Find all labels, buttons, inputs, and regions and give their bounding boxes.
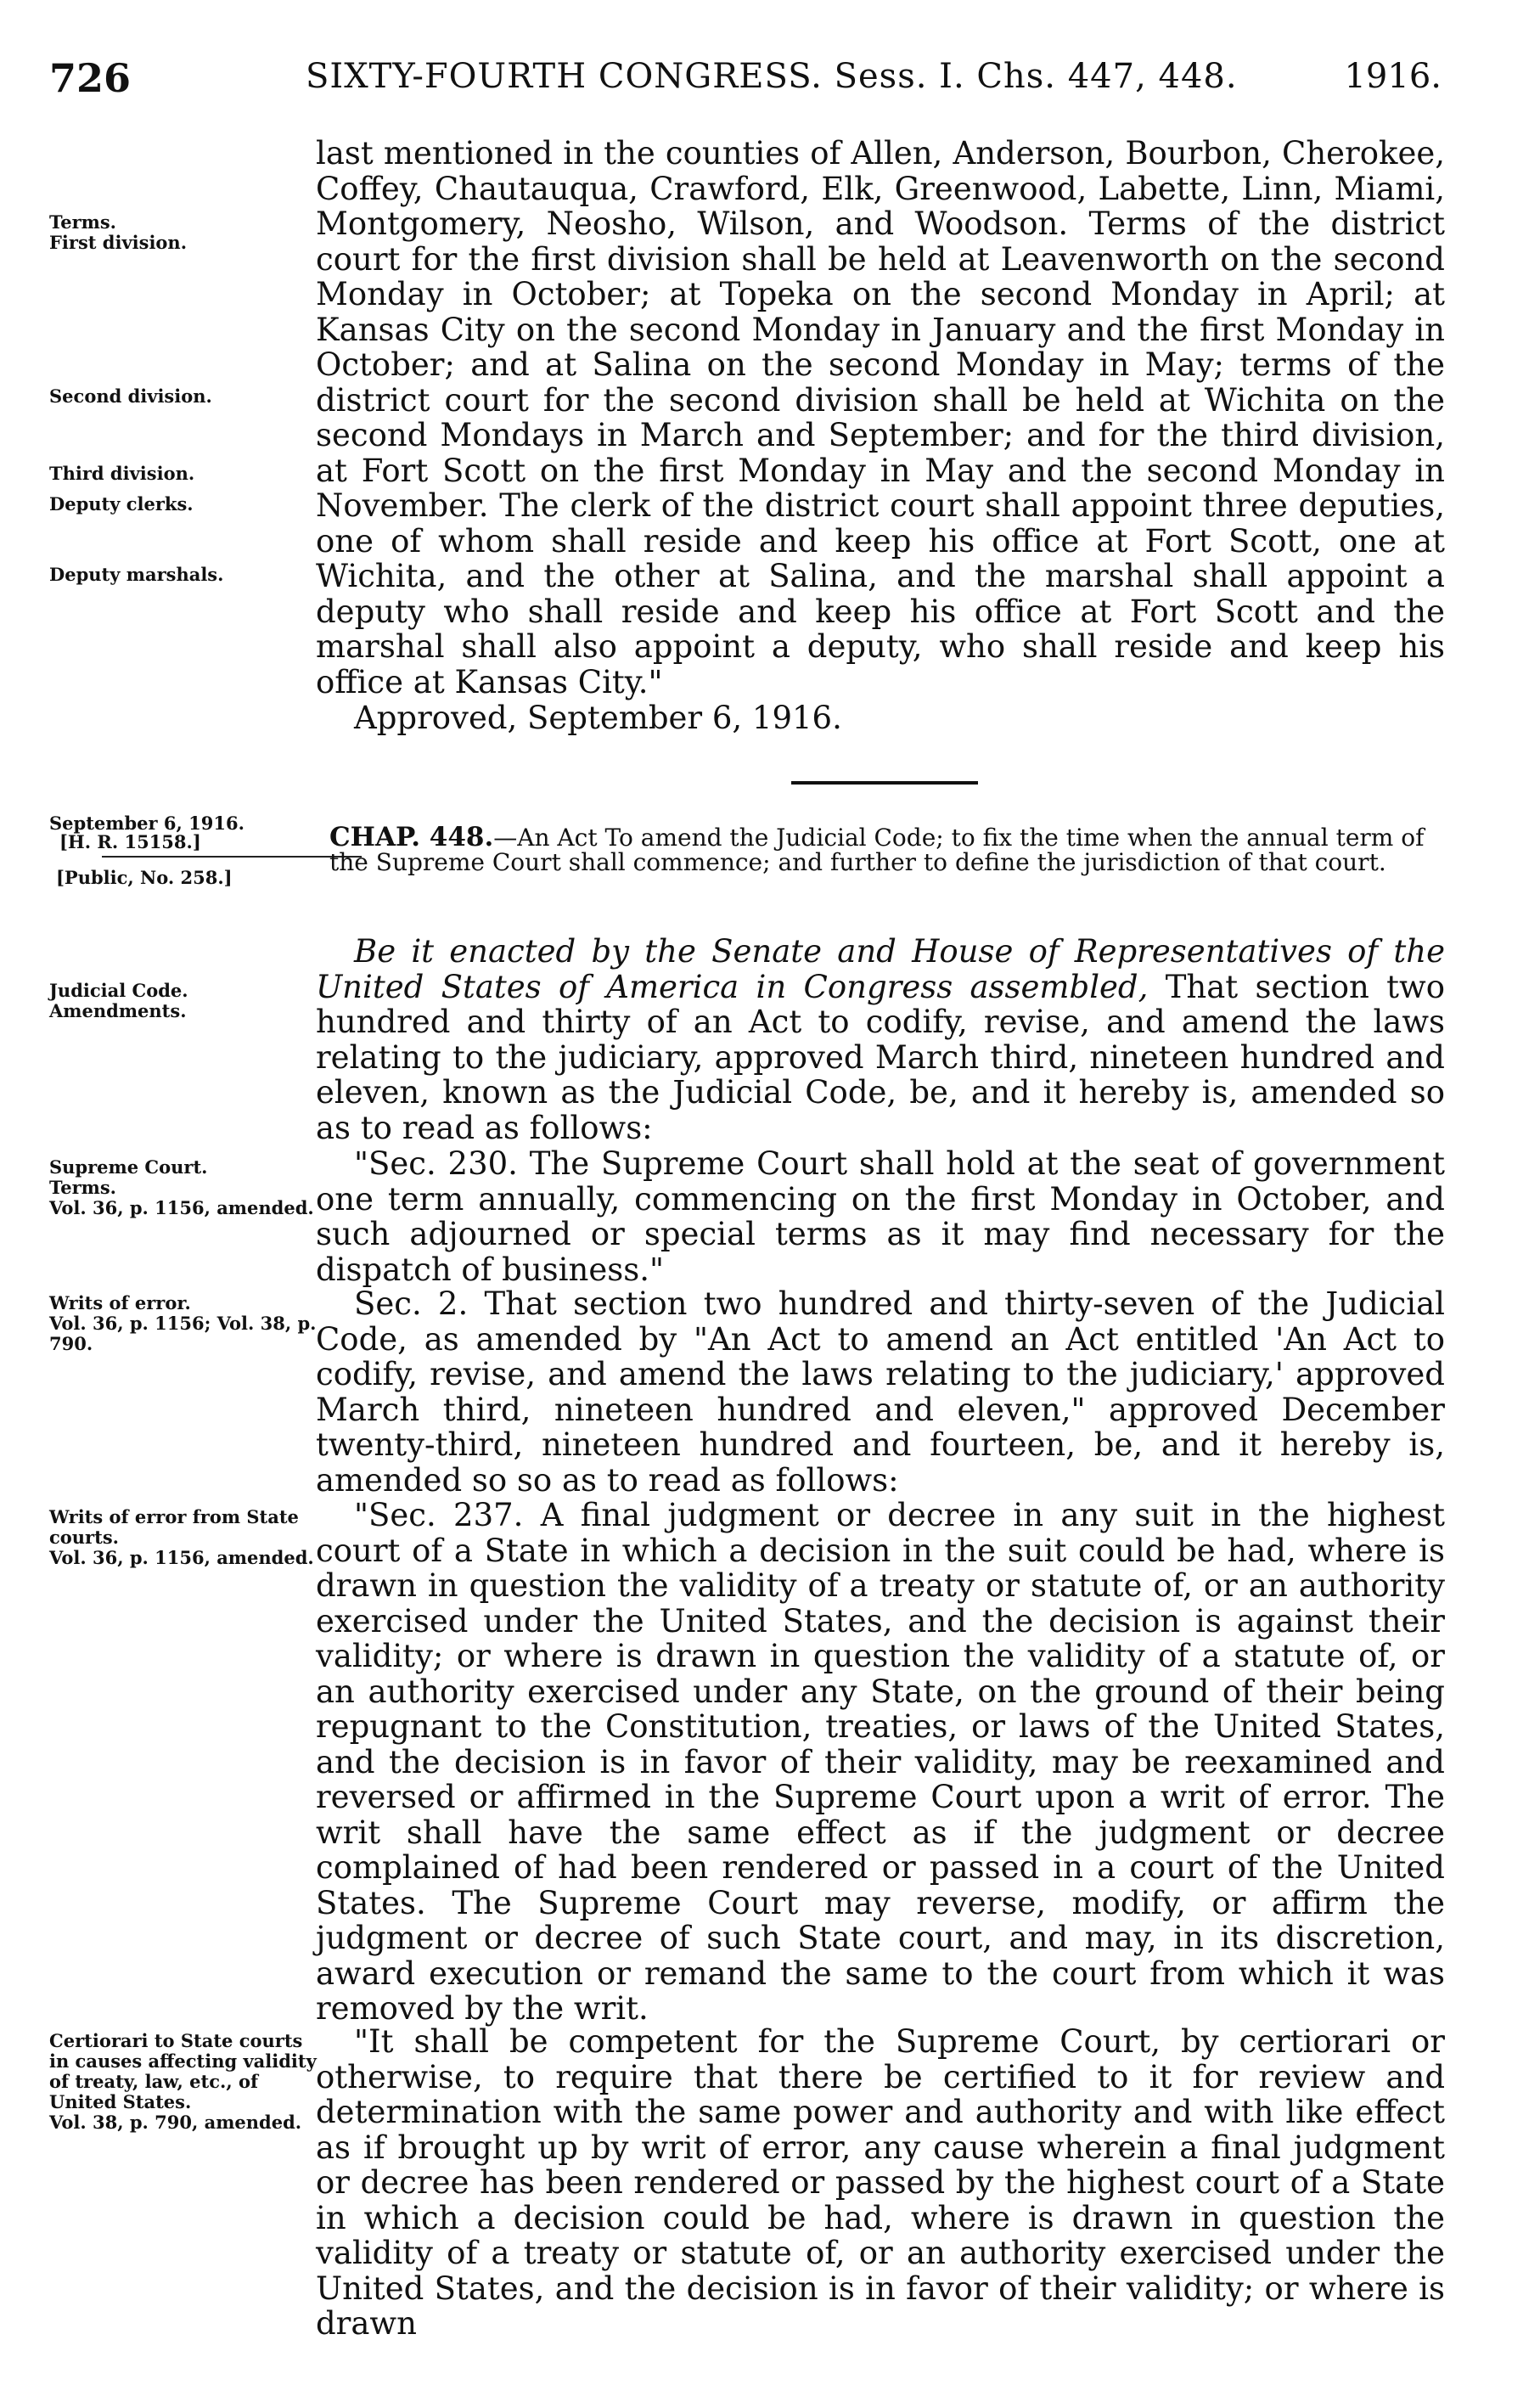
margin-note-writs-state-courts: Writs of error from State courts. Vol. 36, p. 1156, amended. <box>49 1506 314 1568</box>
section-230: "Sec. 230. The Supreme Court shall hold at the seat of government one term annually, commencing on the first Monday in October, and such adjourned or special terms as it may find necessary for the dispatch of business." <box>316 1145 1445 1288</box>
page-number: 726 <box>49 55 132 101</box>
approval-line: Approved, September 6, 1916. <box>354 700 842 736</box>
chapter-heading <box>329 822 1445 876</box>
running-title: SIXTY-FOURTH CONGRESS. Sess. I. Chs. 447, 448. <box>306 57 1238 96</box>
margin-note-hr-number: [H. R. 15158.] <box>59 831 201 852</box>
enacting-clause-text: That section two hundred and thirty of an Act to codify, revise, and amend the laws relating to the judiciary, approved March third, nineteen hundred and eleven, known as the Judicial Code, be, and it hereby is, amended so as to read as follows: <box>316 968 1445 1146</box>
chapter-title: —An Act To amend the Judicial Code; to fix the time when the annual term of the Supreme Court shall commence; and further to define the jurisdiction of that court. <box>329 824 1425 876</box>
margin-note-third-division: Third division. <box>49 463 195 484</box>
header-year: 1916. <box>1344 57 1442 96</box>
margin-note-public-number: [Public, No. 258.] <box>56 867 233 888</box>
margin-note-supreme-court-terms: Supreme Court. Terms. Vol. 36, p. 1156, amended. <box>49 1156 314 1218</box>
section-divider <box>791 781 978 785</box>
enacting-clause-italic: Be it enacted by the Senate and House of Representatives of the United States of America in Congress assembled, <box>316 933 1445 1005</box>
margin-notes <box>49 0 321 2396</box>
main-text <box>316 0 1445 2396</box>
section-2: Sec. 2. That section two hundred and thirty-seven of the Judicial Code, as amended by "An Act to amend an Act entitled 'An Act to codify, revise, and amend the laws relating to the judiciary,' approved March third, nineteen hundred and eleven," approved December twenty-third, nineteen hundred and fourteen, be, and it hereby is, amended so so as to read as follows: <box>316 1285 1445 1499</box>
margin-note-writs-of-error: Writs of error. Vol. 36, p. 1156; Vol. 38, p. 790. <box>49 1292 317 1354</box>
certiorari-paragraph: "It shall be competent for the Supreme Court, by certiorari or otherwise, to require that there be certified to it for review and determination with the same power and authority and with like effect as if brought up by writ of error, any cause wherein a final judgment or decree has been rendered or passed by the highest court of a State in which a decision could be had, where is drawn in question the validity of a treaty or statute of, or an authority exercised under the United States, and the decision is in favor of their validity; or where is drawn <box>316 2023 1445 2342</box>
margin-note-deputy-clerks: Deputy clerks. <box>49 493 194 515</box>
margin-note-judicial-code: Judicial Code. Amendments. <box>49 980 188 1021</box>
chapter-label: CHAP. 448. <box>329 822 494 852</box>
margin-note-deputy-marshals: Deputy marshals. <box>49 564 224 585</box>
margin-note-date: September 6, 1916. <box>49 813 244 834</box>
paragraph-terms: last mentioned in the counties of Allen, Anderson, Bourbon, Cherokee, Coffey, Chautauqua, Crawford, Elk, Greenwood, Labette, Linn, Miami, Montgomery, Neosho, Wilson, and Woodson. Terms of the district court for the first division shall be held at Leavenworth on the second Monday in October; at Topeka on the second Monday in April; at Kansas City on the second Monday in January and the first Monday in October; and at Salina on the second Monday in May; terms of the district court for the second division shall be held at Wichita on the second Mondays in March and September; and for the third division, at Fort Scott on the first Monday in May and the second Monday in November. The clerk of the district court shall appoint three deputies, one of whom shall reside and keep his office at Fort Scott, one at Wichita, and the other at Salina, and the marshal shall appoint a deputy who shall reside and keep his office at Fort Scott and the marshal shall also appoint a deputy, who shall reside and keep his office at Kansas City." <box>316 135 1445 700</box>
margin-note-second-division: Second division. <box>49 385 212 407</box>
section-237: "Sec. 237. A final judgment or decree in any suit in the highest court of a State in which a decision in the suit could be had, where is drawn in question the validity of a treaty or statute of, or an authority exercised under the United States, and the decision is against their validity; or where is drawn in question the validity of a statute of, or an authority exercised under any State, on the ground of their being repugnant to the Constitution, treaties, or laws of the United States, and the decision is in favor of their validity, may be reexamined and reversed or affirmed in the Supreme Court upon a writ of error. The writ shall have the same effect as if the judgment or decree complained of had been rendered or passed in a court of the United States. The Supreme Court may reverse, modify, or affirm the judgment or decree of such State court, and may, in its discretion, award execution or remand the same to the court from which it was removed by the writ. <box>316 1497 1445 2027</box>
enacting-clause <box>316 934 1445 1145</box>
margin-note-certiorari: Certiorari to State courts in causes affecting validity of treaty, law, etc., of United States. Vol. 38, p. 790, amended. <box>49 2030 317 2133</box>
margin-note-terms-first-division: Terms. First division. <box>49 211 188 253</box>
